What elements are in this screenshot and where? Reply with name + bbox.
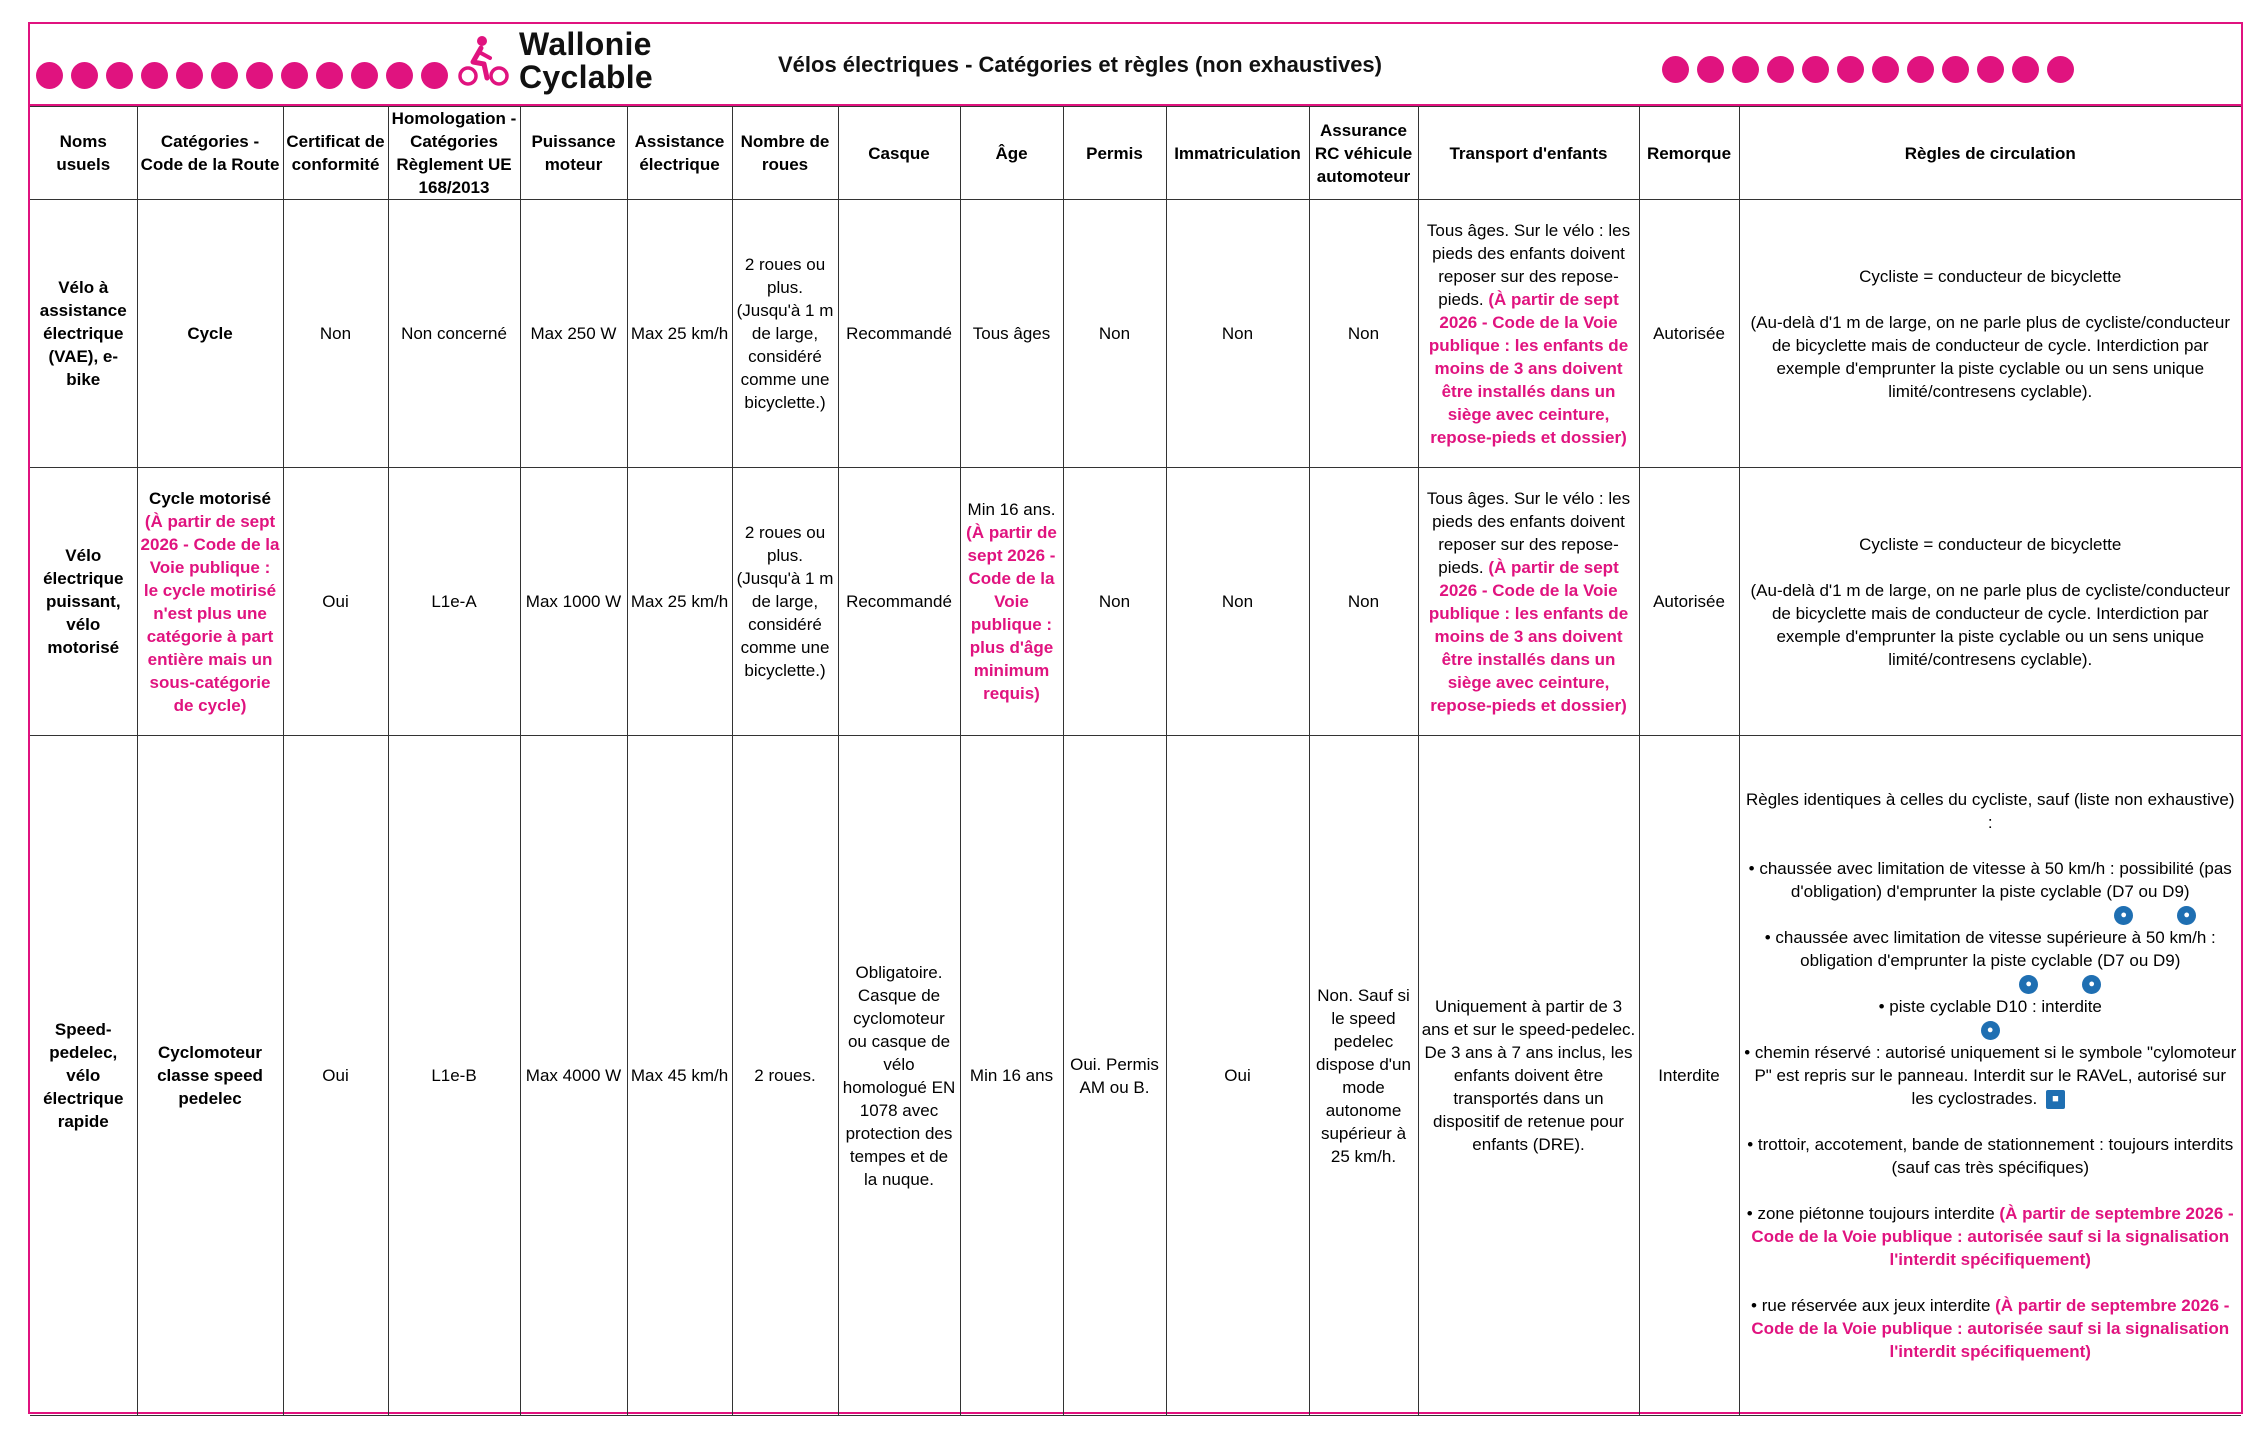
cell-transport: Uniquement à partir de 3 ans et sur le speed-pedelec. De 3 ans à 7 ans inclus, les enfants doivent être transportés dans un dispositif de retenue pour enfants (DRE). [1418, 736, 1639, 1416]
col-header-puissance: Puissance moteur [520, 107, 627, 200]
dot [106, 62, 133, 89]
dot [421, 62, 448, 89]
cell-categories: Cycle [137, 200, 283, 468]
categories-text: Cycle motorisé [149, 488, 271, 508]
regles-text: • zone piétonne toujours interdite [1746, 1204, 1995, 1223]
col-header-noms: Noms usuels [30, 107, 137, 200]
regles-text: • chaussée avec limitation de vitesse supérieure à 50 km/h : obligation d'emprunter la piste cyclable (D7 ou D9) [1764, 928, 2216, 970]
dot [246, 62, 273, 89]
dot [36, 62, 63, 89]
cell-categories: Cyclomoteur classe speed pedelec [137, 736, 283, 1416]
cell-certificat: Oui [283, 468, 388, 736]
cell-roues: 2 roues ou plus. (Jusqu'à 1 m de large, considéré comme une bicyclette.) [732, 200, 838, 468]
transport-update-note: (À partir de sept 2026 - Code de la Voie publique : les enfants de moins de 3 ans doivent être installés dans un siège avec ceinture, repose-pieds et dossier) [1428, 557, 1629, 715]
col-header-assurance: Assurance RC véhicule automoteur [1309, 107, 1418, 200]
cell-noms: Vélo à assistance électrique (VAE), e-bike [30, 200, 137, 468]
document-frame [28, 22, 2243, 1414]
categories-update-note: (À partir de sept 2026 - Code de la Voie publique : le cycle motirisé n'est plus une catégorie à part entière mais un sous-catégorie de cycle) [140, 511, 280, 715]
d7-sign-icon: ● [2019, 975, 2038, 994]
cell-assurance: Non [1309, 468, 1418, 736]
age-text: Min 16 ans. [967, 500, 1056, 519]
col-header-transport: Transport d'enfants [1418, 107, 1639, 200]
page-title: Vélos électriques - Catégories et règles (non exhaustives) [778, 52, 1382, 77]
col-header-casque: Casque [838, 107, 960, 200]
dot [176, 62, 203, 89]
table-row [30, 200, 2241, 468]
col-header-roues: Nombre de roues [732, 107, 838, 200]
transport-text: Tous âges. Sur le vélo : les pieds des enfants doivent reposer sur des repose-pieds. [1426, 488, 1631, 577]
cell-remorque: Interdite [1639, 736, 1739, 1416]
logo [457, 28, 653, 94]
cell-roues: 2 roues. [732, 736, 838, 1416]
dot [1872, 56, 1899, 83]
transport-text: Tous âges. Sur le vélo : les pieds des enfants doivent reposer sur des repose-pieds. [1426, 220, 1631, 309]
col-header-age: Âge [960, 107, 1063, 200]
regles-line [1743, 857, 2239, 926]
table-row [30, 468, 2241, 736]
cell-age: Min 16 ans [960, 736, 1063, 1416]
dot [2012, 56, 2039, 83]
d9-sign-icon: ● [2082, 975, 2101, 994]
rules-table [30, 106, 2241, 1416]
table-row [30, 736, 2241, 1416]
cell-remorque: Autorisée [1639, 468, 1739, 736]
regles-text: • chaussée avec limitation de vitesse à 50 km/h : possibilité (pas d'obligation) d'emprunter la piste cyclable (D7 ou D9) [1748, 859, 2232, 901]
regles-line [1743, 995, 2239, 1041]
cell-transport [1418, 468, 1639, 736]
dot [1942, 56, 1969, 83]
regles-line: • trottoir, accotement, bande de stationnement : toujours interdits (sauf cas très spécifiques) [1747, 1135, 2234, 1177]
cell-regles [1739, 468, 2241, 736]
dot [351, 62, 378, 89]
cell-permis: Non [1063, 468, 1166, 736]
regles-line: Cycliste = conducteur de bicyclette [1859, 266, 2122, 286]
regles-text: • piste cyclable D10 : interdite [1878, 997, 2102, 1016]
regles-line [1743, 1294, 2239, 1363]
d10-sign-icon: ● [1981, 1021, 2000, 1040]
cell-permis: Oui. Permis AM ou B. [1063, 736, 1166, 1416]
regles-text: • rue réservée aux jeux interdite [1751, 1296, 1991, 1315]
dot [71, 62, 98, 89]
regles-update-note: (À partir de septembre 2026 - Code de la Voie publique : autorisée sauf si la signalisation l'interdit spécifiquement) [1751, 1204, 2234, 1269]
regles-line: (Au-delà d'1 m de large, on ne parle plus de cycliste/conducteur de bicyclette mais de conducteur de cycle. Interdiction par exemple d'emprunter la piste cyclable ou un sens unique limité/contresens cyclable). [1750, 312, 2231, 401]
cell-casque: Recommandé [838, 200, 960, 468]
col-header-certificat: Certificat de conformité [283, 107, 388, 200]
cyclist-icon [457, 34, 511, 88]
regles-update-note: (À partir de septembre 2026 - Code de la Voie publique : autorisée sauf si la signalisation l'interdit spécifiquement) [1751, 1296, 2230, 1361]
cell-noms: Speed-pedelec, vélo électrique rapide [30, 736, 137, 1416]
cell-assurance: Non [1309, 200, 1418, 468]
regles-line [1743, 1041, 2239, 1110]
cell-permis: Non [1063, 200, 1166, 468]
dot [1732, 56, 1759, 83]
logo-line2: Cyclable [519, 59, 654, 95]
dot [386, 62, 413, 89]
cell-immat: Non [1166, 200, 1309, 468]
dot [1837, 56, 1864, 83]
dot [1977, 56, 2004, 83]
cell-regles [1739, 200, 2241, 468]
cell-age [960, 468, 1063, 736]
cell-regles [1739, 736, 2241, 1416]
dot [1907, 56, 1934, 83]
regles-line: Cycliste = conducteur de bicyclette [1859, 534, 2122, 554]
age-update-note: (À partir de sept 2026 - Code de la Voie publique : plus d'âge minimum requis) [966, 523, 1057, 703]
dot [281, 62, 308, 89]
cell-puissance: Max 1000 W [520, 468, 627, 736]
regles-line: (Au-delà d'1 m de large, on ne parle plus de cycliste/conducteur de bicyclette mais de conducteur de cycle. Interdiction par exemple d'emprunter la piste cyclable ou un sens unique limité/contresens cyclable). [1750, 580, 2231, 669]
cell-puissance: Max 250 W [520, 200, 627, 468]
col-header-regles: Règles de circulation [1739, 107, 2241, 200]
col-header-immat: Immatriculation [1166, 107, 1309, 200]
cell-transport [1418, 200, 1639, 468]
cell-noms: Vélo électrique puissant, vélo motorisé [30, 468, 137, 736]
cyclostrade-sign-icon: ■ [2046, 1090, 2065, 1109]
col-header-remorque: Remorque [1639, 107, 1739, 200]
dot [1802, 56, 1829, 83]
dot [141, 62, 168, 89]
transport-update-note: (À partir de sept 2026 - Code de la Voie publique : les enfants de moins de 3 ans doivent être installés dans un siège avec ceinture, repose-pieds et dossier) [1428, 289, 1629, 447]
dot [1662, 56, 1689, 83]
cell-homologation: Non concerné [388, 200, 520, 468]
dot [2047, 56, 2074, 83]
cell-assurance: Non. Sauf si le speed pedelec dispose d'un mode autonome supérieur à 25 km/h. [1309, 736, 1418, 1416]
col-header-permis: Permis [1063, 107, 1166, 200]
regles-line: Règles identiques à celles du cycliste, sauf (liste non exhaustive) : [1745, 790, 2235, 832]
cell-certificat: Oui [283, 736, 388, 1416]
cell-immat: Oui [1166, 736, 1309, 1416]
dot [1697, 56, 1724, 83]
cell-casque: Obligatoire. Casque de cyclomoteur ou casque de vélo homologué EN 1078 avec protection des tempes et de la nuque. [838, 736, 960, 1416]
cell-remorque: Autorisée [1639, 200, 1739, 468]
cell-certificat: Non [283, 200, 388, 468]
logo-line1: Wallonie [519, 26, 652, 62]
regles-line [1743, 926, 2239, 995]
regles-line [1743, 1202, 2239, 1271]
cell-assistance: Max 25 km/h [627, 200, 732, 468]
cell-categories [137, 468, 283, 736]
decorative-dots-left [36, 62, 448, 89]
col-header-homologation: Homologation - Catégories Règlement UE 168/2013 [388, 107, 520, 200]
dot [211, 62, 238, 89]
d9-sign-icon: ● [2177, 906, 2196, 925]
decorative-dots-right [1662, 56, 2074, 83]
dot [1767, 56, 1794, 83]
cell-casque: Recommandé [838, 468, 960, 736]
cell-puissance: Max 4000 W [520, 736, 627, 1416]
cell-roues: 2 roues ou plus. (Jusqu'à 1 m de large, considéré comme une bicyclette.) [732, 468, 838, 736]
col-header-categories: Catégories - Code de la Route [137, 107, 283, 200]
d7-sign-icon: ● [2114, 906, 2133, 925]
col-header-assistance: Assistance électrique [627, 107, 732, 200]
regles-text: • chemin réservé : autorisé uniquement si le symbole "cylomoteur P" est repris sur le panneau. Interdit sur le RAVeL, autorisé sur les cyclostrades. [1744, 1043, 2237, 1108]
header-row [30, 107, 2241, 200]
cell-immat: Non [1166, 468, 1309, 736]
cell-assistance: Max 45 km/h [627, 736, 732, 1416]
header [30, 24, 2241, 106]
cell-assistance: Max 25 km/h [627, 468, 732, 736]
cell-homologation: L1e-B [388, 736, 520, 1416]
cell-age: Tous âges [960, 200, 1063, 468]
dot [316, 62, 343, 89]
cell-homologation: L1e-A [388, 468, 520, 736]
